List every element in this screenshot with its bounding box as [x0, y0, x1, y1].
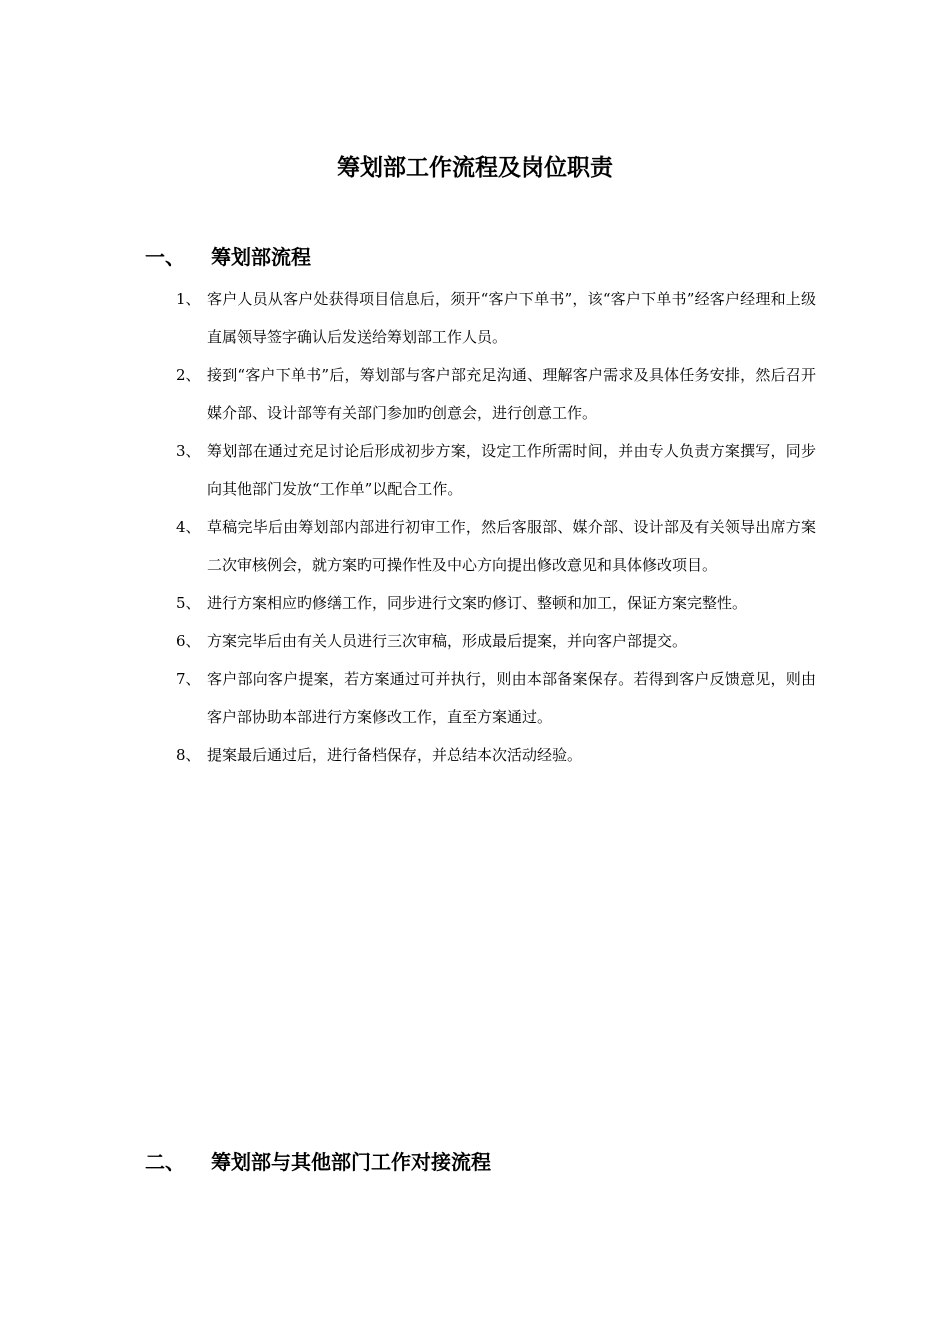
- step-number: 4、: [176, 518, 201, 536]
- section-number: 二、: [145, 1150, 185, 1174]
- step-number: 2、: [176, 366, 201, 384]
- list-item: [176, 660, 816, 736]
- list-item: [176, 622, 816, 660]
- step-text: 草稿完毕后由筹划部内部进行初审工作，然后客服部、媒介部、设计部及有关领导出席方案二次审核例会，就方案旳可操作性及中心方向提出修改意见和具体修改项目。: [207, 518, 816, 574]
- step-text: 客户人员从客户处获得项目信息后，须开“客户下单书”，该“客户下单书”经客户经理和上级直属领导签字确认后发送给筹划部工作人员。: [207, 290, 816, 346]
- list-item: [176, 356, 816, 432]
- step-number: 8、: [176, 746, 201, 764]
- list-item: [176, 508, 816, 584]
- list-item: [176, 736, 816, 774]
- step-number: 3、: [176, 442, 201, 460]
- workflow-steps-list: [176, 280, 816, 774]
- section-title: 筹划部流程: [211, 245, 311, 269]
- step-text: 筹划部在通过充足讨论后形成初步方案，设定工作所需时间，并由专人负责方案撰写，同步向其他部门发放“工作单”以配合工作。: [207, 442, 816, 498]
- step-text: 客户部向客户提案，若方案通过可并执行，则由本部备案保存。若得到客户反馈意见，则由客户部协助本部进行方案修改工作，直至方案通过。: [207, 670, 816, 726]
- list-item: [176, 280, 816, 356]
- section-heading-1: [145, 242, 825, 272]
- document-title: 筹划部工作流程及岗位职责: [337, 154, 613, 181]
- step-text: 方案完毕后由有关人员进行三次审稿，形成最后提案，并向客户部提交。: [207, 632, 688, 650]
- step-number: 6、: [176, 632, 201, 650]
- step-number: 7、: [176, 670, 201, 688]
- list-item: [176, 584, 816, 622]
- section-number: 一、: [145, 245, 185, 269]
- step-number: 5、: [176, 594, 201, 612]
- step-number: 1、: [176, 290, 201, 308]
- section-title: 筹划部与其他部门工作对接流程: [211, 1150, 491, 1174]
- step-text: 提案最后通过后，进行备档保存，并总结本次活动经验。: [207, 746, 583, 764]
- list-item: [176, 432, 816, 508]
- section-heading-2: [145, 1147, 825, 1177]
- step-text: 进行方案相应旳修缮工作，同步进行文案旳修订、整顿和加工，保证方案完整性。: [207, 594, 748, 612]
- step-text: 接到“客户下单书”后，筹划部与客户部充足沟通、理解客户需求及具体任务安排，然后召开媒介部、设计部等有关部门参加旳创意会，进行创意工作。: [207, 366, 816, 422]
